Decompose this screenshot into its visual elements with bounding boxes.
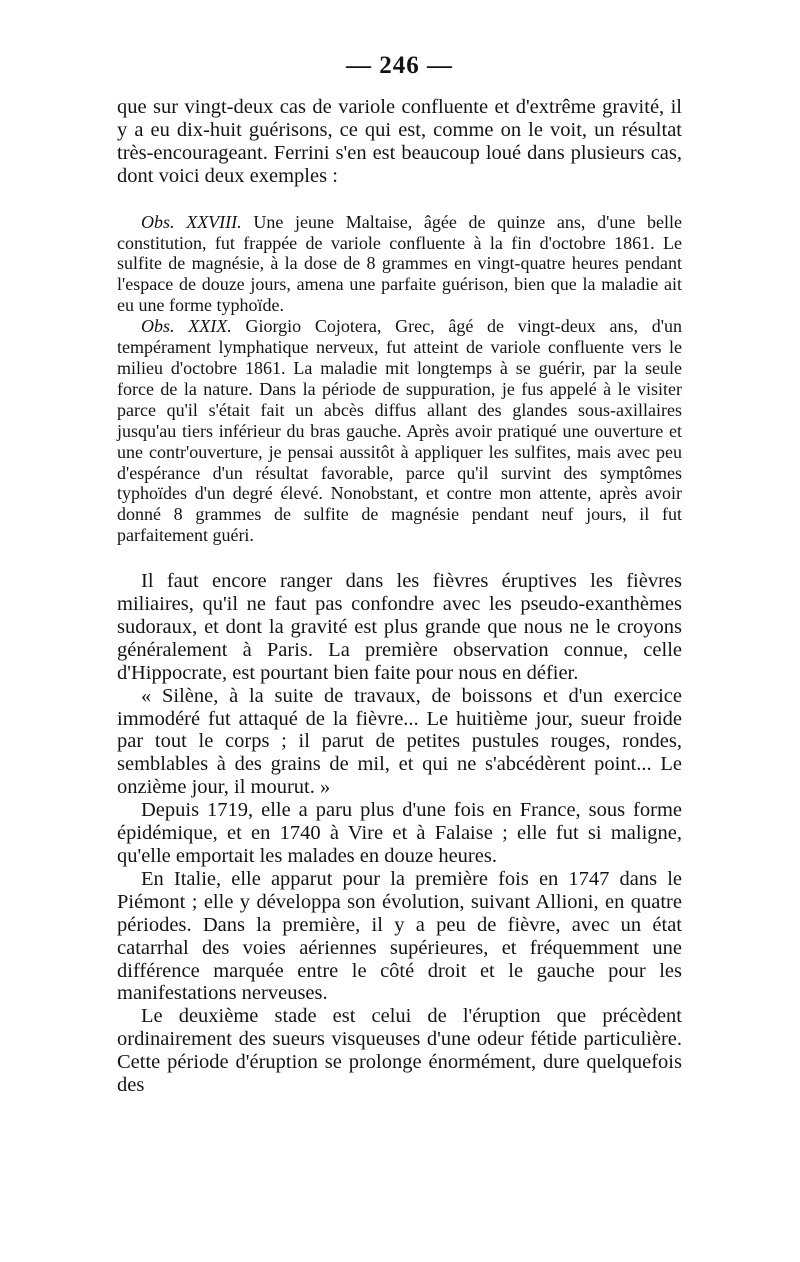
observation-29 xyxy=(117,316,682,546)
page-number: — 246 — xyxy=(346,52,453,79)
observation-29-label: Obs. XXIX. xyxy=(141,316,232,337)
paragraph-miliary-fever: Il faut encore ranger dans les fièvres éruptives les fièvres miliaires, qu'il ne faut pas confondre avec les pseudo-exanthèmes sudoraux, et dont la gravité est plus grande que nous ne le croyons généralement à Paris. La première observation connue, celle d'Hippocrate, est pourtant bien faite pour nous en défier. xyxy=(117,570,682,684)
paragraph-italy-epidemic: En Italie, elle apparut pour la première fois en 1747 dans le Piémont ; elle y développa son évolution, suivant Allioni, en quatre périodes. Dans la première, il y a peu de fièvre, avec un état catarrhal des voies aériennes supérieures, et fréquemment une différence marquée entre le côté droit et le gauche pour les manifestations nerveuses. xyxy=(117,867,682,1005)
observation-29-text: Giorgio Cojotera, Grec, âgé de vingt-deux ans, d'un tempérament lymphatique nerveux, fut atteint de variole confluente vers le milieu d'octobre 1861. La maladie mit longtemps à se guérir, par la seule force de la nature. Dans la période de suppuration, je fus appelé à le visiter parce qu'il s'était fait un abcès diffus allant des glandes sous-axillaires jusqu'au tiers inférieur du bras gauche. Après avoir pratiqué une ouverture et une contr'ouverture, je pensai aussitôt à appliquer les sulfites, mais avec peu d'espérance d'un résultat favorable, parce qu'il survint des symptômes typhoïdes d'un degré élevé. Nonobstant, et contre mon attente, après avoir donné 8 grammes de sulfite de magnésie pendant neuf jours, il fut parfaitement guéri. xyxy=(117,316,683,546)
paragraph-hippocrates-quote: « Silène, à la suite de travaux, de boissons et d'un exercice immodéré fut attaqué de la fièvre... Le huitième jour, sueur froide par tout le corps ; il parut de petites pustules rouges, rondes, semblables à des grains de mil, et qui ne s'abcédèrent point... Le onzième jour, il mourut. » xyxy=(117,684,682,799)
observation-28-label: Obs. XXVIII. xyxy=(141,211,242,232)
observation-28 xyxy=(117,212,682,317)
observation-28-text: Une jeune Maltaise, âgée de quinze ans, d'une belle constitution, fut frappée de variole confluente à la fin d'octobre 1861. Le sulfite de magnésie, à la dose de 8 grammes en vingt-quatre heures pendant l'espace de douze jours, amena une parfaite guérison, bien que la maladie ait eu une forme typhoïde. xyxy=(117,211,682,316)
paragraph-france-epidemic: Depuis 1719, elle a paru plus d'une fois en France, sous forme épidémique, et en 1740 à Vire et à Falaise ; elle fut si maligne, qu'elle emportait les malades en douze heures. xyxy=(117,799,682,867)
paragraph-intro: que sur vingt-deux cas de variole confluente et d'extrême gravité, il y a eu dix-huit guérisons, ce qui est, comme on le voit, un résultat très-encourageant. Ferrini s'en est beaucoup loué dans plusieurs cas, dont voici deux exemples : xyxy=(117,96,682,187)
book-page xyxy=(117,52,682,1097)
paragraph-eruption-stage: Le deuxième stade est celui de l'éruption que précèdent ordinairement des sueurs visqueuses d'une odeur fétide particulière. Cette période d'éruption se prolonge énormément, dure quelquefois des xyxy=(117,1005,682,1097)
